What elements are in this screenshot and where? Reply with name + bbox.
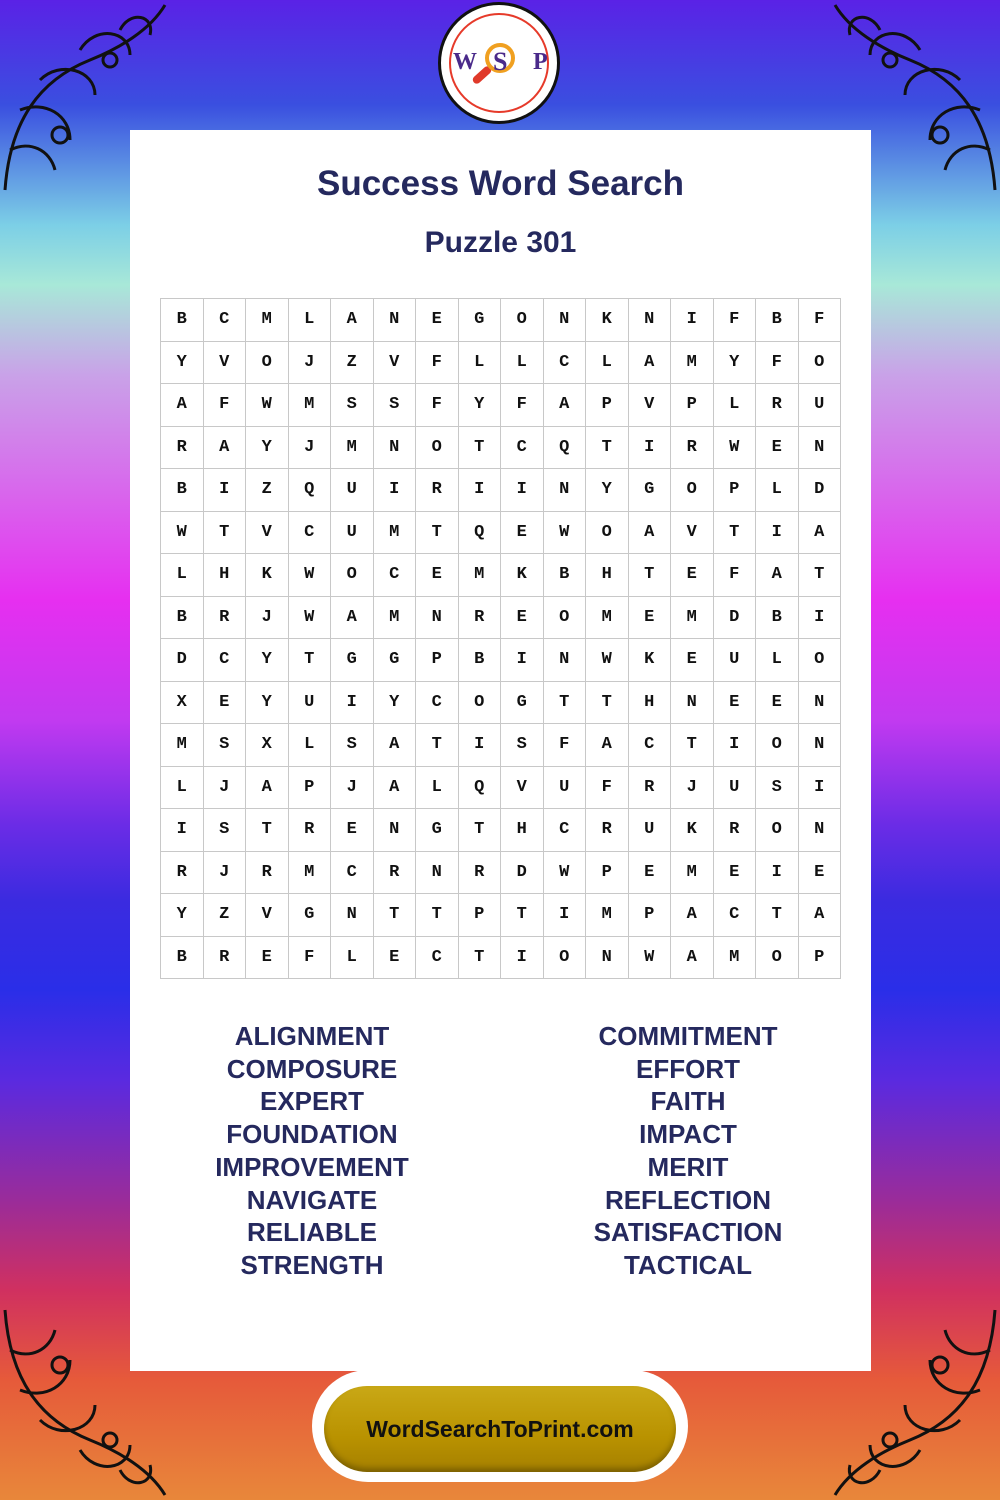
grid-cell: E — [671, 554, 714, 597]
grid-cell: M — [459, 554, 502, 597]
grid-cell: E — [756, 682, 799, 725]
grid-cell: P — [459, 894, 502, 937]
grid-cell: F — [289, 937, 332, 980]
grid-cell: G — [629, 469, 672, 512]
grid-cell: A — [161, 384, 204, 427]
grid-cell: N — [374, 427, 417, 470]
grid-cell: E — [501, 512, 544, 555]
grid-cell: E — [416, 299, 459, 342]
grid-cell: N — [629, 299, 672, 342]
grid-cell: N — [544, 469, 587, 512]
grid-cell: C — [416, 682, 459, 725]
grid-cell: V — [246, 894, 289, 937]
grid-cell: N — [544, 639, 587, 682]
grid-cell: O — [459, 682, 502, 725]
grid-cell: A — [586, 724, 629, 767]
site-link[interactable]: WordSearchToPrint.com — [324, 1386, 676, 1472]
grid-cell: I — [501, 639, 544, 682]
grid-cell: G — [331, 639, 374, 682]
grid-cell: N — [374, 809, 417, 852]
grid-cell: U — [289, 682, 332, 725]
grid-cell: A — [629, 512, 672, 555]
grid-cell: M — [374, 597, 417, 640]
grid-cell: B — [161, 299, 204, 342]
grid-cell: L — [586, 342, 629, 385]
grid-cell: V — [246, 512, 289, 555]
grid-cell: I — [501, 937, 544, 980]
grid-cell: P — [799, 937, 842, 980]
grid-cell: E — [714, 682, 757, 725]
grid-cell: A — [246, 767, 289, 810]
grid-cell: J — [671, 767, 714, 810]
grid-cell: M — [671, 342, 714, 385]
word-item: ALIGNMENT — [234, 1021, 390, 1051]
footer-banner — [312, 1370, 688, 1482]
grid-cell: B — [756, 597, 799, 640]
grid-cell: G — [374, 639, 417, 682]
grid-cell: C — [544, 342, 587, 385]
grid-cell: K — [671, 809, 714, 852]
grid-cell: P — [586, 384, 629, 427]
word-item: NAVIGATE — [246, 1184, 378, 1215]
grid-cell: S — [756, 767, 799, 810]
puzzle-card — [130, 130, 871, 1371]
grid-cell: S — [331, 724, 374, 767]
grid-cell: M — [714, 937, 757, 980]
word-item: COMPOSURE — [226, 1053, 398, 1084]
grid-cell: P — [289, 767, 332, 810]
grid-cell: O — [586, 512, 629, 555]
grid-cell: R — [671, 427, 714, 470]
grid-cell: O — [756, 809, 799, 852]
grid-cell: N — [799, 682, 842, 725]
grid-cell: Q — [459, 512, 502, 555]
grid-cell: L — [161, 767, 204, 810]
grid-cell: P — [586, 852, 629, 895]
grid-cell: Z — [204, 894, 247, 937]
grid-cell: F — [586, 767, 629, 810]
grid-cell: O — [756, 937, 799, 980]
word-item: STRENGTH — [240, 1249, 384, 1280]
grid-cell: E — [246, 937, 289, 980]
grid-cell: A — [331, 299, 374, 342]
grid-cell: I — [799, 597, 842, 640]
grid-cell: U — [331, 512, 374, 555]
grid-cell: A — [629, 342, 672, 385]
grid-cell: R — [374, 852, 417, 895]
grid-cell: B — [756, 299, 799, 342]
grid-cell: T — [586, 427, 629, 470]
grid-cell: J — [289, 427, 332, 470]
word-item: IMPACT — [639, 1119, 737, 1150]
grid-cell: Y — [714, 342, 757, 385]
grid-cell: F — [204, 384, 247, 427]
grid-cell: A — [756, 554, 799, 597]
grid-cell: W — [544, 852, 587, 895]
grid-cell: G — [289, 894, 332, 937]
grid-cell: E — [799, 852, 842, 895]
grid-cell: U — [331, 469, 374, 512]
grid-cell: T — [459, 809, 502, 852]
grid-cell: E — [501, 597, 544, 640]
grid-cell: T — [629, 554, 672, 597]
grid-cell: U — [714, 639, 757, 682]
grid-cell: I — [714, 724, 757, 767]
logo-letter-w: W — [453, 49, 477, 75]
grid-cell: L — [289, 724, 332, 767]
grid-cell: Y — [246, 682, 289, 725]
grid-cell: H — [629, 682, 672, 725]
grid-cell: B — [161, 597, 204, 640]
grid-cell: T — [756, 894, 799, 937]
word-item: IMPROVEMENT — [215, 1151, 409, 1182]
word-item: RELIABLE — [247, 1217, 377, 1248]
grid-cell: E — [756, 427, 799, 470]
word-item: TACTICAL — [623, 1249, 753, 1280]
grid-cell: O — [544, 937, 587, 980]
grid-cell: C — [629, 724, 672, 767]
grid-cell: S — [501, 724, 544, 767]
grid-cell: K — [246, 554, 289, 597]
grid-cell: M — [671, 597, 714, 640]
grid-cell: T — [459, 427, 502, 470]
grid-cell: I — [756, 512, 799, 555]
grid-cell: M — [586, 894, 629, 937]
grid-cell: Y — [161, 342, 204, 385]
grid-cell: N — [799, 724, 842, 767]
grid-cell: I — [671, 299, 714, 342]
grid-cell: E — [629, 597, 672, 640]
grid-cell: O — [246, 342, 289, 385]
grid-cell: M — [671, 852, 714, 895]
grid-cell: U — [714, 767, 757, 810]
grid-cell: B — [544, 554, 587, 597]
grid-cell: Y — [246, 427, 289, 470]
page-title: Success Word Search — [316, 164, 685, 203]
grid-cell: E — [331, 809, 374, 852]
grid-cell: U — [544, 767, 587, 810]
grid-cell: A — [671, 894, 714, 937]
grid-cell: L — [289, 299, 332, 342]
grid-cell: A — [374, 767, 417, 810]
grid-cell: G — [501, 682, 544, 725]
grid-cell: Q — [544, 427, 587, 470]
puzzle-number: Puzzle 301 — [424, 226, 577, 259]
grid-cell: K — [501, 554, 544, 597]
grid-cell: U — [629, 809, 672, 852]
grid-cell: S — [374, 384, 417, 427]
grid-cell: C — [331, 852, 374, 895]
grid-cell: Z — [331, 342, 374, 385]
grid-cell: T — [544, 682, 587, 725]
grid-cell: Q — [459, 767, 502, 810]
word-item: REFLECTION — [604, 1184, 772, 1215]
grid-cell: D — [799, 469, 842, 512]
grid-cell: O — [501, 299, 544, 342]
grid-cell: P — [416, 639, 459, 682]
grid-cell: T — [501, 894, 544, 937]
word-item: FAITH — [650, 1086, 726, 1117]
letter-grid — [160, 298, 841, 979]
grid-cell: N — [331, 894, 374, 937]
grid-cell: M — [161, 724, 204, 767]
grid-cell: T — [374, 894, 417, 937]
grid-cell: O — [799, 342, 842, 385]
grid-cell: R — [161, 427, 204, 470]
grid-cell: E — [416, 554, 459, 597]
grid-cell: W — [629, 937, 672, 980]
grid-cell: V — [374, 342, 417, 385]
word-item: FOUNDATION — [226, 1119, 398, 1150]
grid-cell: N — [586, 937, 629, 980]
grid-cell: Y — [586, 469, 629, 512]
word-item: EXPERT — [259, 1086, 365, 1117]
grid-cell: T — [799, 554, 842, 597]
grid-cell: A — [204, 427, 247, 470]
grid-cell: T — [714, 512, 757, 555]
grid-cell: I — [629, 427, 672, 470]
grid-cell: T — [416, 724, 459, 767]
grid-cell: S — [204, 724, 247, 767]
grid-cell: N — [374, 299, 417, 342]
grid-cell: T — [586, 682, 629, 725]
grid-cell: N — [671, 682, 714, 725]
grid-cell: O — [331, 554, 374, 597]
grid-cell: I — [161, 809, 204, 852]
grid-cell: J — [331, 767, 374, 810]
grid-cell: I — [799, 767, 842, 810]
grid-cell: L — [501, 342, 544, 385]
grid-cell: Z — [246, 469, 289, 512]
grid-cell: L — [459, 342, 502, 385]
grid-cell: C — [501, 427, 544, 470]
grid-cell: A — [331, 597, 374, 640]
grid-cell: O — [544, 597, 587, 640]
grid-cell: E — [714, 852, 757, 895]
grid-cell: W — [544, 512, 587, 555]
word-item: EFFORT — [636, 1053, 740, 1084]
grid-cell: G — [459, 299, 502, 342]
grid-cell: J — [204, 767, 247, 810]
grid-cell: G — [416, 809, 459, 852]
grid-cell: X — [246, 724, 289, 767]
grid-cell: J — [289, 342, 332, 385]
grid-cell: R — [714, 809, 757, 852]
grid-cell: H — [204, 554, 247, 597]
grid-cell: M — [246, 299, 289, 342]
grid-cell: T — [459, 937, 502, 980]
word-item: SATISFACTION — [593, 1217, 783, 1248]
grid-cell: F — [799, 299, 842, 342]
grid-cell: P — [714, 469, 757, 512]
grid-cell: F — [756, 342, 799, 385]
grid-cell: R — [289, 809, 332, 852]
grid-cell: R — [459, 852, 502, 895]
grid-cell: R — [459, 597, 502, 640]
grid-cell: W — [289, 597, 332, 640]
grid-cell: H — [586, 554, 629, 597]
grid-cell: F — [416, 384, 459, 427]
grid-cell: L — [161, 554, 204, 597]
grid-cell: D — [501, 852, 544, 895]
grid-cell: T — [204, 512, 247, 555]
grid-cell: L — [416, 767, 459, 810]
grid-cell: A — [671, 937, 714, 980]
grid-cell: N — [416, 597, 459, 640]
grid-cell: W — [586, 639, 629, 682]
grid-cell: N — [799, 809, 842, 852]
grid-cell: L — [331, 937, 374, 980]
grid-cell: F — [544, 724, 587, 767]
grid-cell: C — [374, 554, 417, 597]
grid-cell: R — [246, 852, 289, 895]
logo-letter-p: P — [533, 49, 548, 75]
grid-cell: Y — [161, 894, 204, 937]
grid-cell: F — [501, 384, 544, 427]
grid-cell: C — [289, 512, 332, 555]
grid-cell: M — [289, 384, 332, 427]
grid-cell: E — [374, 937, 417, 980]
grid-cell: Y — [374, 682, 417, 725]
grid-cell: N — [416, 852, 459, 895]
grid-cell: N — [799, 427, 842, 470]
grid-cell: D — [161, 639, 204, 682]
grid-cell: I — [331, 682, 374, 725]
logo-letter-s: S — [493, 47, 508, 76]
grid-cell: C — [544, 809, 587, 852]
grid-cell: V — [501, 767, 544, 810]
grid-cell: T — [289, 639, 332, 682]
grid-cell: J — [246, 597, 289, 640]
grid-cell: Y — [459, 384, 502, 427]
wsp-logo — [438, 2, 560, 124]
grid-cell: S — [331, 384, 374, 427]
grid-cell: B — [161, 937, 204, 980]
grid-cell: J — [204, 852, 247, 895]
word-list-left — [162, 1020, 462, 1282]
grid-cell: V — [671, 512, 714, 555]
grid-cell: L — [714, 384, 757, 427]
grid-cell: R — [756, 384, 799, 427]
grid-cell: D — [714, 597, 757, 640]
grid-cell: W — [289, 554, 332, 597]
grid-cell: T — [246, 809, 289, 852]
grid-cell: C — [416, 937, 459, 980]
word-item: COMMITMENT — [598, 1021, 778, 1051]
grid-cell: C — [714, 894, 757, 937]
grid-cell: I — [756, 852, 799, 895]
grid-cell: X — [161, 682, 204, 725]
word-item: MERIT — [647, 1151, 729, 1182]
grid-cell: K — [586, 299, 629, 342]
grid-cell: E — [204, 682, 247, 725]
grid-cell: R — [161, 852, 204, 895]
grid-cell: A — [374, 724, 417, 767]
grid-cell: A — [544, 384, 587, 427]
grid-cell: P — [671, 384, 714, 427]
grid-cell: V — [629, 384, 672, 427]
grid-cell: R — [629, 767, 672, 810]
grid-cell: M — [289, 852, 332, 895]
grid-cell: A — [799, 512, 842, 555]
grid-cell: B — [161, 469, 204, 512]
grid-cell: P — [629, 894, 672, 937]
grid-cell: W — [246, 384, 289, 427]
grid-cell: T — [416, 512, 459, 555]
word-list-right — [538, 1020, 838, 1282]
grid-cell: I — [501, 469, 544, 512]
grid-cell: N — [544, 299, 587, 342]
grid-cell: S — [204, 809, 247, 852]
grid-cell: R — [586, 809, 629, 852]
grid-cell: K — [629, 639, 672, 682]
grid-cell: Y — [246, 639, 289, 682]
grid-cell: O — [799, 639, 842, 682]
grid-cell: Q — [289, 469, 332, 512]
grid-cell: C — [204, 639, 247, 682]
grid-cell: M — [331, 427, 374, 470]
grid-cell: R — [416, 469, 459, 512]
grid-cell: O — [671, 469, 714, 512]
grid-cell: U — [799, 384, 842, 427]
grid-cell: H — [501, 809, 544, 852]
grid-cell: T — [671, 724, 714, 767]
grid-cell: I — [459, 724, 502, 767]
grid-cell: O — [416, 427, 459, 470]
grid-cell: F — [714, 554, 757, 597]
grid-cell: F — [416, 342, 459, 385]
grid-cell: F — [714, 299, 757, 342]
grid-cell: L — [756, 639, 799, 682]
grid-cell: L — [756, 469, 799, 512]
grid-cell: I — [459, 469, 502, 512]
grid-cell: A — [799, 894, 842, 937]
grid-cell: R — [204, 597, 247, 640]
grid-cell: V — [204, 342, 247, 385]
grid-cell: T — [416, 894, 459, 937]
grid-cell: E — [629, 852, 672, 895]
grid-cell: I — [544, 894, 587, 937]
grid-cell: M — [586, 597, 629, 640]
grid-cell: W — [714, 427, 757, 470]
grid-cell: O — [756, 724, 799, 767]
grid-cell: R — [204, 937, 247, 980]
grid-cell: W — [161, 512, 204, 555]
grid-cell: I — [374, 469, 417, 512]
grid-cell: I — [204, 469, 247, 512]
grid-cell: B — [459, 639, 502, 682]
grid-cell: M — [374, 512, 417, 555]
grid-cell: C — [204, 299, 247, 342]
grid-cell: E — [671, 639, 714, 682]
